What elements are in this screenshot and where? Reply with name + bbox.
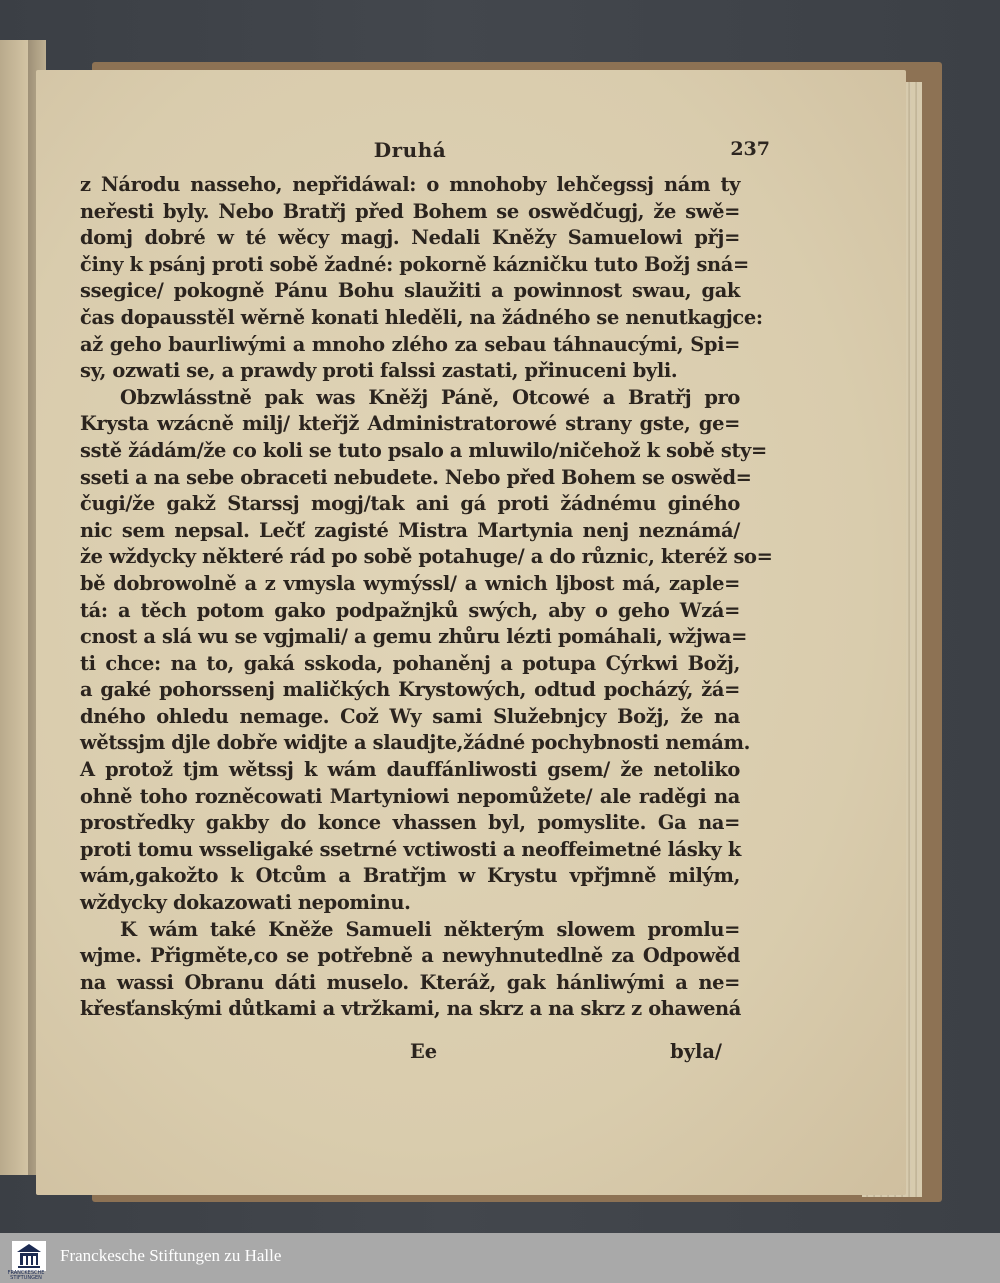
text-line: bě dobrowolně a z vmysla wymýssl/ a wnich ljbost má, zaple=	[80, 571, 740, 595]
text-line: cnost a slá wu se vgjmali/ a gemu zhůru lézti pomáhali, wžjwa=	[80, 625, 748, 649]
text-line: domj dobré w té wěcy magj. Nedali Kněžy Samuelowi přj=	[80, 226, 740, 250]
text-line: čugi/že gakž Starssj mogj/tak ani gá proti žádnému giného	[80, 492, 740, 516]
page-foot	[80, 1040, 740, 1066]
text-line: sy, ozwati se, a prawdy proti falssi zastati, přinuceni byli.	[80, 359, 678, 383]
text-line: sstě žádám/že co koli se tuto psalo a mluwilo/ničehož k sobě sty=	[80, 438, 767, 462]
running-head: Druhá	[373, 138, 447, 162]
page-number: 237	[730, 138, 770, 160]
text-line: prostředky gakby do konce vhassen byl, pomyslite. Ga na=	[80, 811, 740, 835]
page-header	[60, 138, 770, 166]
text-line: neřesti byly. Nebo Bratřj před Bohem se oswědčugj, že swě=	[80, 199, 740, 223]
catchword: byla/	[670, 1040, 722, 1063]
text-line: nic sem nepsal. Lečť zagisté Mistra Martynia nenj neznámá/	[80, 518, 740, 542]
footer-bar	[0, 1233, 1000, 1283]
text-line: až geho baurliwými a mnoho zlého za sebau táhnaucými, Spi=	[80, 332, 740, 356]
text-line: sseti a na sebe obraceti nebudete. Nebo před Bohem se oswěd=	[80, 465, 752, 489]
text-line: tá: a těch potom gako podpažnjků swých, aby o geho Wzá=	[80, 598, 740, 622]
text-line: ti chce: na to, gaká sskoda, pohaněnj a potupa Cýrkwi Božj,	[80, 651, 740, 675]
text-line: proti tomu wsseligaké ssetrné vctiwosti a neoffeimetné lásky k	[80, 837, 741, 861]
text-line: a gaké pohorssenj maličkých Krystowých, odtud pocházý, žá=	[80, 678, 740, 702]
text-line: wám,gakožto k Otcům a Bratřjm w Krystu vpřjmně milým,	[80, 864, 740, 888]
text-line: wždycky dokazowati nepominu.	[80, 891, 411, 915]
text-line: ohně toho rozněcowati Martyniowi nepomůžete/ ale raděgi na	[80, 784, 740, 808]
text-line: na wassi Obranu dáti muselo. Kteráž, gak hánliwými a ne=	[80, 970, 740, 994]
text-line: dného ohledu nemage. Což Wy sami Služebnjcy Božj, že na	[80, 704, 740, 728]
logo-caption: FRANCKESCHE STIFTUNGEN	[7, 1270, 45, 1281]
paragraph-start: Obzwlásstně pak was Kněžj Páně, Otcowé a Bratřj pro	[120, 385, 740, 409]
text-line: wjme. Přigměte,co se potřebně a newyhnutedlně za Odpowěd	[80, 944, 740, 968]
text-line: křesťanskými důtkami a vtržkami, na skrz a na skrz z ohawená	[80, 997, 742, 1021]
text-line: čas dopausstěl wěrně konati hleděli, na žádného se nenutkagjce:	[80, 305, 763, 329]
signature-mark: Ee	[410, 1040, 438, 1063]
institution-name: Franckesche Stiftungen zu Halle	[60, 1246, 282, 1265]
text-block	[80, 172, 773, 1023]
paragraph-start: K wám také Kněže Samueli některým slowem promlu=	[120, 917, 740, 941]
text-line: činy k psánj proti sobě žadné: pokorně kázničku tuto Božj sná=	[80, 252, 749, 276]
text-line: A protož tjm wětssj k wám dauffánliwosti gsem/ že netoliko	[80, 758, 740, 782]
text-line: že wždycky některé rád po sobě potahuge/ a do různic, kteréž so=	[80, 545, 773, 569]
text-line: ssegice/ pokogně Pánu Bohu slaužiti a powinnost swau, gak	[80, 279, 740, 303]
text-line: Krysta wzácně milj/ kteřjž Administratorowé strany gste, ge=	[80, 412, 740, 436]
text-line: wětssjm djle dobře widjte a slaudjte,žádné pochybnosti nemám.	[80, 731, 751, 755]
text-line: z Národu nasseho, nepřidáwal: o mnohoby lehčegssj nám ty	[80, 173, 740, 196]
